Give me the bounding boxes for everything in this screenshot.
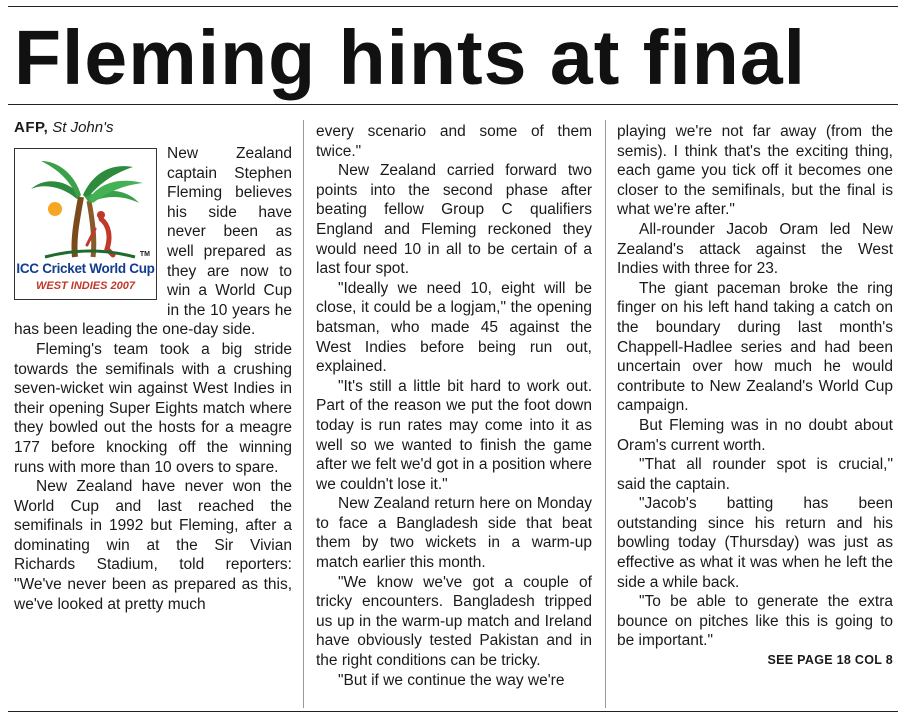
bottom-rule [8, 711, 898, 712]
column-divider [605, 120, 606, 708]
logo-title: ICC Cricket World Cup [16, 261, 155, 276]
column-divider [303, 120, 304, 708]
trademark-mark: TM [139, 251, 150, 258]
article-column-2 [316, 122, 592, 690]
article-column-1 [14, 118, 292, 614]
article-paragraph: All-rounder Jacob Oram led New Zealand's attack against the West Indies with three for 23. [617, 220, 893, 278]
article-paragraph: every scenario and some of them twice." [316, 123, 592, 160]
top-rule [8, 6, 898, 7]
article-paragraph: "It's still a little bit hard to work out. Part of the reason we put the foot down today is run rates may come into it as well so we wanted to finish the game after we felt we'd got in a position where we couldn't lose it." [316, 377, 592, 493]
article-paragraph: New Zealand have never won the World Cup and last reached the semifinals in 1992 but Fleming, after a dominating win at the Sir Vivian Richards Stadium, told reporters: "We've never been as prepared as this, we've looked at pretty much [14, 478, 292, 613]
byline-location: St John's [52, 119, 114, 136]
article-paragraph: Fleming's team took a big stride towards the semifinals with a crushing seven-wicket win against West Indies in their opening Super Eights match where they bowled out the hosts for a meagre 177 before knocking off the winning runs with more than 10 overs to spare. [14, 340, 292, 476]
article-column-3 [617, 122, 893, 671]
byline-agency: AFP, [14, 119, 49, 136]
article-paragraph: "Jacob's batting has been outstanding since his return and his bowling today (Thursday) was just as effective as what it was when he left the side a while back. [617, 495, 893, 591]
byline [14, 118, 292, 138]
article-paragraph: playing we're not far away (from the semis). I think that's the exciting thing, each game you tick off it becomes one closer to the semifinals, but the final is what we're after." [617, 123, 893, 219]
headline: Fleming hints at final [14, 15, 807, 101]
article-paragraph: "But if we continue the way we're [338, 671, 565, 689]
headline-rule [8, 104, 898, 105]
continuation-reference: SEE PAGE 18 COL 8 [767, 653, 893, 668]
logo-subtitle: WEST INDIES 2007 [35, 280, 136, 292]
article-paragraph: New Zealand captain Stephen Fleming believes his side have never been as well prepared as they are now to win a World Cup in the 10 years he has been leading the one-day side. [14, 145, 292, 339]
article-paragraph: The giant paceman broke the ring finger on his left hand taking a catch on the boundary during last month's Chappell-Hadlee series and had been uncertain over how much he would contribute to New Zealand's World Cup campaign. [617, 279, 893, 415]
article-paragraph: "We know we've got a couple of tricky encounters. Bangladesh tripped us up in the warm-up match and Ireland have obviously tested Pakistan and in the right conditions can be tricky. [316, 573, 592, 670]
article-paragraph: New Zealand carried forward two points into the second phase after beating fellow Group C qualifiers England and Fleming reckoned they would need 10 in all to be certain of a last four spot. [316, 162, 592, 278]
article-paragraph: "That all rounder spot is crucial," said the captain. [617, 456, 893, 493]
article-paragraph: "Ideally we need 10, eight will be close, it could be a logjam," the opening batsman, who made 45 against the West Indies before being run out, explained. [316, 279, 592, 376]
article-paragraph: But Fleming was in no doubt about Oram's current worth. [617, 416, 893, 454]
article-paragraph: "To be able to generate the extra bounce on pitches like this is going to be important." [617, 593, 893, 650]
world-cup-logo [14, 148, 157, 300]
article-paragraph: New Zealand return here on Monday to face a Bangladesh side that beat them by two wickets in a warm-up match earlier this month. [316, 495, 592, 572]
